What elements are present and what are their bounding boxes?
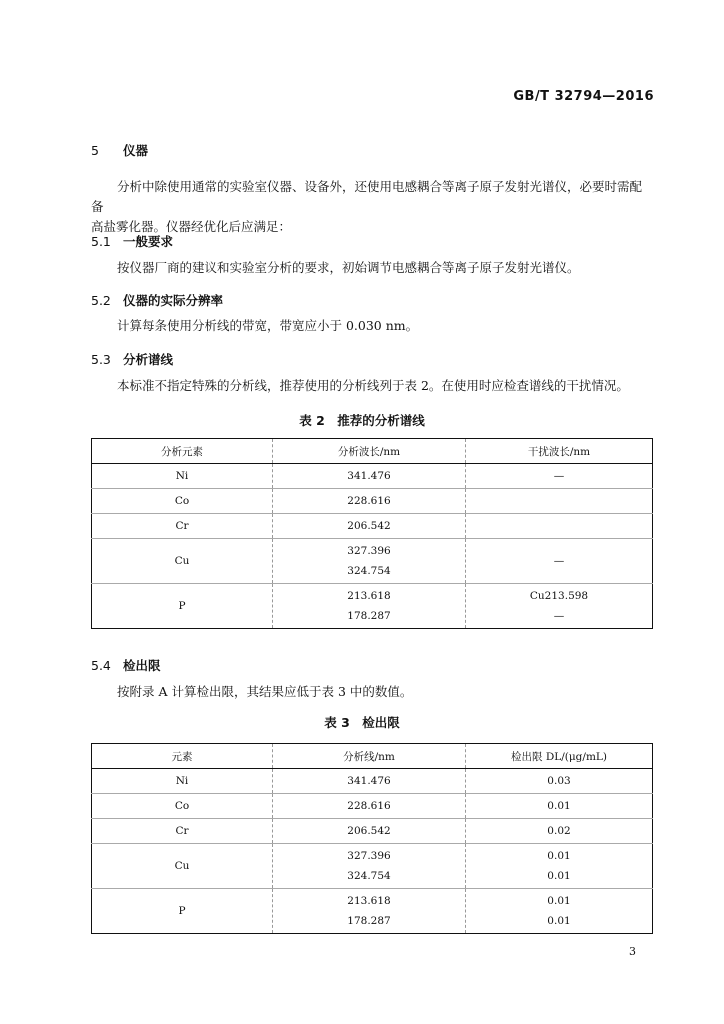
detection-limit-cell bbox=[466, 844, 653, 889]
section-5-2-heading bbox=[91, 291, 223, 309]
wavelength-cell: 206.542 bbox=[273, 819, 466, 844]
wavelength-value: 178.287 bbox=[347, 915, 391, 927]
standard-code: GB/T 32794—2016 bbox=[513, 89, 654, 104]
paragraph-line: 高盐雾化器。仪器经优化后应满足： bbox=[91, 219, 292, 234]
wavelength-cell bbox=[273, 584, 466, 629]
table-row bbox=[92, 539, 653, 584]
section-number: 5.3 bbox=[91, 352, 111, 367]
table-row bbox=[92, 844, 653, 889]
table-2-caption: 表 2 推荐的分析谱线 bbox=[299, 413, 425, 428]
column-header: 元素 bbox=[92, 744, 273, 769]
section-5-heading bbox=[91, 141, 148, 159]
wavelength-cell: 228.616 bbox=[273, 794, 466, 819]
element-cell: Cr bbox=[92, 819, 273, 844]
section-title: 检出限 bbox=[123, 658, 161, 673]
table-row bbox=[92, 889, 653, 934]
element-cell: Co bbox=[92, 489, 273, 514]
section-5-4-text: 按附录 A 计算检出限，其结果应低于表 3 中的数值。 bbox=[117, 684, 413, 699]
interference-value: — bbox=[553, 555, 565, 567]
wavelength-value: 327.396 bbox=[347, 545, 391, 557]
wavelength-value: 324.754 bbox=[347, 870, 391, 882]
wavelength-cell bbox=[273, 889, 466, 934]
element-cell: Ni bbox=[175, 775, 189, 787]
section-5-4-heading bbox=[91, 656, 161, 674]
column-header: 分析线/nm bbox=[273, 744, 466, 769]
section-number: 5.4 bbox=[91, 658, 111, 673]
section-5-1-text: 按仪器厂商的建议和实验室分析的要求，初始调节电感耦合等离子原子发射光谱仪。 bbox=[117, 260, 580, 275]
element-cell: P bbox=[92, 889, 273, 934]
table-row bbox=[92, 514, 653, 539]
table-row bbox=[92, 489, 653, 514]
section-5-1-heading bbox=[91, 232, 173, 250]
wavelength-value: 324.754 bbox=[347, 565, 391, 577]
section-number: 5 bbox=[91, 143, 99, 158]
table-row bbox=[92, 769, 653, 794]
wavelength-cell: 341.476 bbox=[273, 464, 466, 489]
wavelength-cell bbox=[273, 844, 466, 889]
detection-limit-value: 0.01 bbox=[547, 850, 571, 862]
table-row bbox=[92, 584, 653, 629]
table-row bbox=[92, 464, 653, 489]
detection-limit-value: 0.01 bbox=[547, 895, 571, 907]
column-header: 干扰波长/nm bbox=[466, 439, 653, 464]
interference-cell bbox=[466, 539, 653, 584]
table-row bbox=[92, 794, 653, 819]
element-cell: Co bbox=[92, 794, 273, 819]
section-number: 5.2 bbox=[91, 293, 111, 308]
interference-cell: — bbox=[466, 464, 653, 489]
column-header: 分析波长/nm bbox=[273, 439, 466, 464]
page-number: 3 bbox=[629, 945, 636, 958]
interference-value: — bbox=[553, 610, 565, 622]
interference-cell bbox=[466, 514, 653, 539]
table-3-caption: 表 3 检出限 bbox=[324, 715, 400, 730]
paragraph-line: 分析中除使用通常的实验室仪器、设备外，还使用电感耦合等离子原子发射光谱仪，必要时需配备 bbox=[91, 179, 643, 214]
element-cell: P bbox=[92, 584, 273, 629]
interference-cell bbox=[466, 489, 653, 514]
wavelength-cell: 206.542 bbox=[273, 514, 466, 539]
section-5-2-text: 计算每条使用分析线的带宽，带宽应小于 0.030 nm。 bbox=[117, 318, 419, 333]
interference-cell bbox=[466, 584, 653, 629]
wavelength-cell bbox=[273, 539, 466, 584]
detection-limit-cell: 0.02 bbox=[466, 819, 653, 844]
element-cell: Ni bbox=[175, 470, 189, 482]
detection-limit-value: 0.01 bbox=[547, 915, 571, 927]
element-cell: Cu bbox=[92, 844, 273, 889]
element-cell: Cr bbox=[92, 514, 273, 539]
wavelength-value: 178.287 bbox=[347, 610, 391, 622]
wavelength-cell: 341.476 bbox=[273, 769, 466, 794]
section-title: 一般要求 bbox=[123, 234, 174, 249]
section-title: 分析谱线 bbox=[123, 352, 174, 367]
table-2 bbox=[91, 438, 653, 629]
table-row bbox=[92, 819, 653, 844]
wavelength-cell: 228.616 bbox=[273, 489, 466, 514]
section-title: 仪器的实际分辨率 bbox=[123, 293, 224, 308]
table-3 bbox=[91, 743, 653, 934]
detection-limit-cell: 0.01 bbox=[466, 794, 653, 819]
wavelength-value: 213.618 bbox=[347, 590, 391, 602]
interference-value: Cu213.598 bbox=[529, 590, 589, 602]
detection-limit-cell: 0.03 bbox=[466, 769, 653, 794]
wavelength-value: 327.396 bbox=[347, 850, 391, 862]
wavelength-value: 213.618 bbox=[347, 895, 391, 907]
column-header: 分析元素 bbox=[92, 439, 273, 464]
detection-limit-cell bbox=[466, 889, 653, 934]
section-5-3-text: 本标准不指定特殊的分析线，推荐使用的分析线列于表 2。在使用时应检查谱线的干扰情况。 bbox=[117, 378, 629, 393]
section-number: 5.1 bbox=[91, 234, 111, 249]
section-title: 仪器 bbox=[123, 143, 149, 158]
section-5-3-heading bbox=[91, 350, 173, 368]
element-cell: Cu bbox=[92, 539, 273, 584]
detection-limit-value: 0.01 bbox=[547, 870, 571, 882]
column-header: 检出限 DL/(μg/mL) bbox=[466, 744, 653, 769]
section-5-paragraph bbox=[91, 177, 653, 237]
